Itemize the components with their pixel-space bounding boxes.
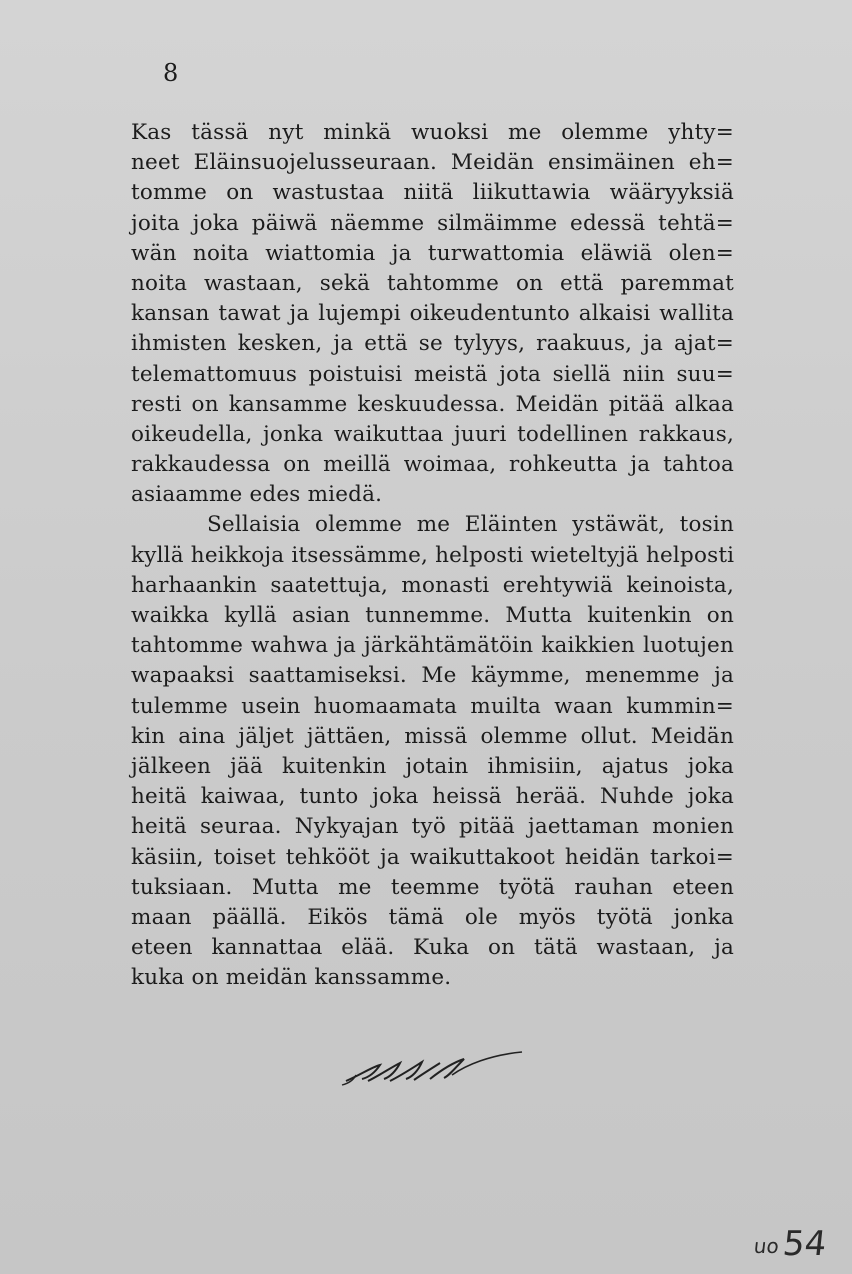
text-line: kansan tawat ja lujempi oikeudentunto alkaisi wallita bbox=[131, 301, 734, 327]
text-line: neet Eläinsuojelusseuraan. Meidän ensimäinen eh= bbox=[131, 150, 734, 176]
text-line: kuka on meidän kanssamme. bbox=[131, 965, 452, 991]
page-number: 8 bbox=[163, 59, 180, 87]
paragraph-2 bbox=[131, 510, 734, 993]
text-line: heitä seuraa. Nykyajan työ pitää jaettaman monien bbox=[131, 814, 734, 840]
text-line: waikka kyllä asian tunnemme. Mutta kuitenkin on bbox=[131, 603, 734, 628]
annotation-prefix: uo bbox=[752, 1234, 781, 1258]
text-line: noita wastaan, sekä tahtomme on että paremmat bbox=[131, 270, 734, 296]
handwritten-annotation bbox=[752, 1222, 829, 1268]
text-line: oikeudella, jonka waikuttaa juuri todellinen rakkaus, bbox=[131, 421, 734, 447]
text-line: kyllä heikkoja itsessämme, helposti wieteltyjä helposti bbox=[131, 542, 735, 568]
text-line: harhaankin saatettuja, monasti erehtywiä keinoista, bbox=[131, 572, 734, 598]
text-line: Kas tässä nyt minkä wuoksi me olemme yhty= bbox=[131, 120, 734, 145]
text-line: maan päällä. Eikös tämä ole myös työtä jonka bbox=[131, 904, 734, 930]
flourish-ornament bbox=[340, 1045, 525, 1090]
text-line: asiaamme edes miedä. bbox=[131, 482, 383, 508]
text-line: joita joka päiwä näemme silmäimme edessä tehtä= bbox=[131, 210, 734, 236]
text-line: rakkaudessa on meillä woimaa, rohkeutta ja tahtoa bbox=[131, 452, 734, 478]
text-line: wän noita wiattomia ja turwattomia eläwiä olen= bbox=[131, 240, 734, 266]
text-line: wapaaksi saattamiseksi. Me käymme, menemme ja bbox=[131, 663, 734, 689]
text-line: resti on kansamme keskuudessa. Meidän pitää alkaa bbox=[131, 391, 734, 417]
annotation-number: 54 bbox=[780, 1224, 829, 1264]
text-line: heitä kaiwaa, tunto joka heissä herää. Nuhde joka bbox=[131, 784, 734, 810]
text-line: tuksiaan. Mutta me teemme työtä rauhan eteen bbox=[131, 874, 734, 900]
text-line: ihmisten kesken, ja että se tylyys, raakuus, ja ajat= bbox=[131, 331, 734, 357]
text-line: Sellaisia olemme me Eläinten ystäwät, tosin bbox=[207, 512, 734, 538]
text-line: tulemme usein huomaamata muilta waan kummin= bbox=[131, 693, 734, 719]
text-line: kin aina jäljet jättäen, missä olemme ollut. Meidän bbox=[131, 723, 734, 749]
body-text bbox=[131, 118, 734, 993]
text-line: telemattomuus poistuisi meistä jota siellä niin suu= bbox=[131, 361, 734, 387]
paragraph-1 bbox=[131, 118, 734, 510]
text-line: tomme on wastustaa niitä liikuttawia wääryyksiä bbox=[131, 180, 734, 206]
text-line: jälkeen jää kuitenkin jotain ihmisiin, ajatus joka bbox=[131, 753, 734, 779]
text-line: käsiin, toiset tehkööt ja waikuttakoot heidän tarkoi= bbox=[131, 844, 734, 870]
text-line: eteen kannattaa elää. Kuka on tätä wastaan, ja bbox=[131, 935, 734, 961]
text-line: tahtomme wahwa ja järkähtämätöin kaikkien luotujen bbox=[131, 633, 734, 659]
